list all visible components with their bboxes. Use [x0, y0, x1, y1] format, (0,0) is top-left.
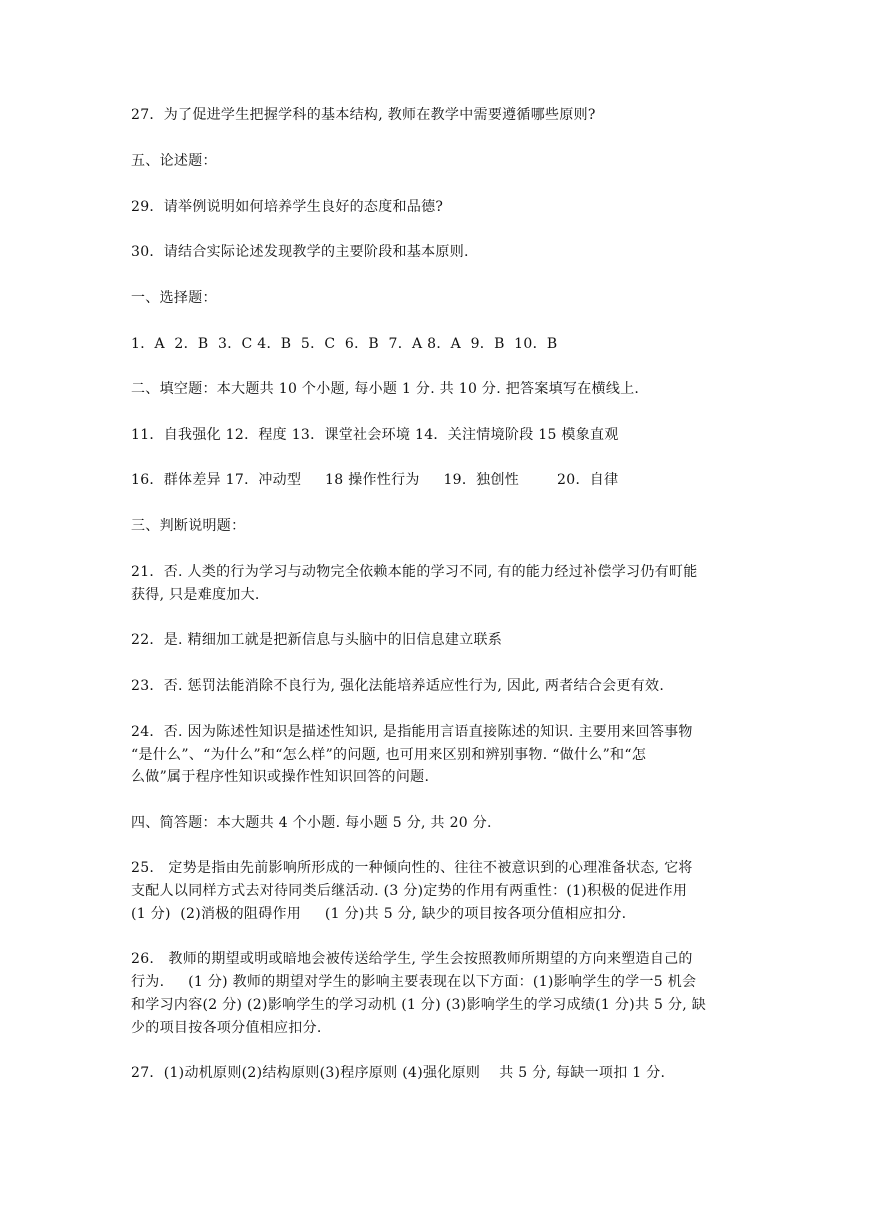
question-27-text: 27．为了促进学生把握学科的基本结构, 教师在教学中需要遵循哪些原则? — [131, 107, 596, 123]
answer-section-heading-short: 四、简答题：本大题共 4 个小题. 每小题 5 分, 共 20 分. — [131, 815, 492, 831]
answer-section-heading-fill: 二、填空题：本大题共 10 个小题, 每小题 1 分. 共 10 分. 把答案填写在横线上. — [131, 381, 640, 397]
question-30-text: 30．请结合实际论述发现教学的主要阶段和基本原则. — [131, 244, 469, 260]
answer-26-line-4: 少的项目按各项分值相应扣分. — [131, 1020, 322, 1036]
answer-section-heading-choice: 一、选择题： — [131, 290, 217, 306]
answer-24-line-3: 么做”属于程序性知识或操作性知识回答的问题. — [131, 769, 430, 785]
answer-24-line-1: 24．否. 因为陈述性知识是描述性知识, 是指能用言语直接陈述的知识. 主要用来回答事物 — [131, 724, 693, 740]
answer-26-line-3: 和学习内容(2 分) (2)影响学生的学习动机 (1 分) (3)影响学生的学习成绩(1 分)共 5 分, 缺 — [131, 997, 707, 1013]
answer-25-line-1: 25. 定势是指由先前影响所形成的一种倾向性的、往往不被意识到的心理准备状态, 它将 — [131, 860, 693, 876]
answer-26-line-2: 行为. (1 分) 教师的期望对学生的影响主要表现在以下方面：(1)影响学生的学一5 机会 — [131, 974, 697, 990]
answer-25-line-2: 支配人以同样方式去对待同类后继活动. (3 分)定势的作用有两重性：(1)积极的促进作用 — [131, 883, 688, 899]
answers-fill-line-2: 16．群体差异 17．冲动型 18 操作性行为 19．独创性 20．自律 — [131, 472, 619, 488]
answers-choice-line: 1．A 2．B 3．C 4．B 5．C 6．B 7．A 8．A 9．B 10．B — [131, 336, 558, 352]
answer-25-line-3: (1 分) (2)消极的阻碍作用 (1 分)共 5 分, 缺少的项目按各项分值相应扣分. — [131, 906, 627, 922]
answer-23-text: 23．否. 惩罚法能消除不良行为, 强化法能培养适应性行为, 因此, 两者结合会更有效. — [131, 678, 665, 694]
answer-27-text: 27．(1)动机原则(2)结构原则(3)程序原则 (4)强化原则 共 5 分, 每缺一项扣 1 分. — [131, 1065, 666, 1081]
answer-26-line-1: 26. 教师的期望或明或暗地会被传送给学生, 学生会按照教师所期望的方向来塑造自己的 — [131, 951, 693, 967]
answer-21-line-1: 21．否. 人类的行为学习与动物完全依赖本能的学习不同, 有的能力经过补偿学习仍有町能 — [131, 564, 698, 580]
answers-fill-line-1: 11．自我强化 12．程度 13．课堂社会环境 14．关注情境阶段 15 模象直观 — [131, 427, 619, 443]
answer-21-line-2: 获得, 只是难度加大. — [131, 587, 260, 603]
answer-22-text: 22．是. 精细加工就是把新信息与头脑中的旧信息建立联系 — [131, 632, 503, 648]
question-29-text: 29．请举例说明如何培养学生良好的态度和品德? — [131, 199, 444, 215]
answer-24-line-2: “是什么”、“为什么”和“怎么样”的问题, 也可用来区别和辨别事物. “做什么”和“怎 — [131, 747, 647, 763]
answer-section-heading-judgment: 三、判断说明题： — [131, 518, 246, 534]
section-heading-essay: 五、论述题： — [131, 153, 217, 169]
